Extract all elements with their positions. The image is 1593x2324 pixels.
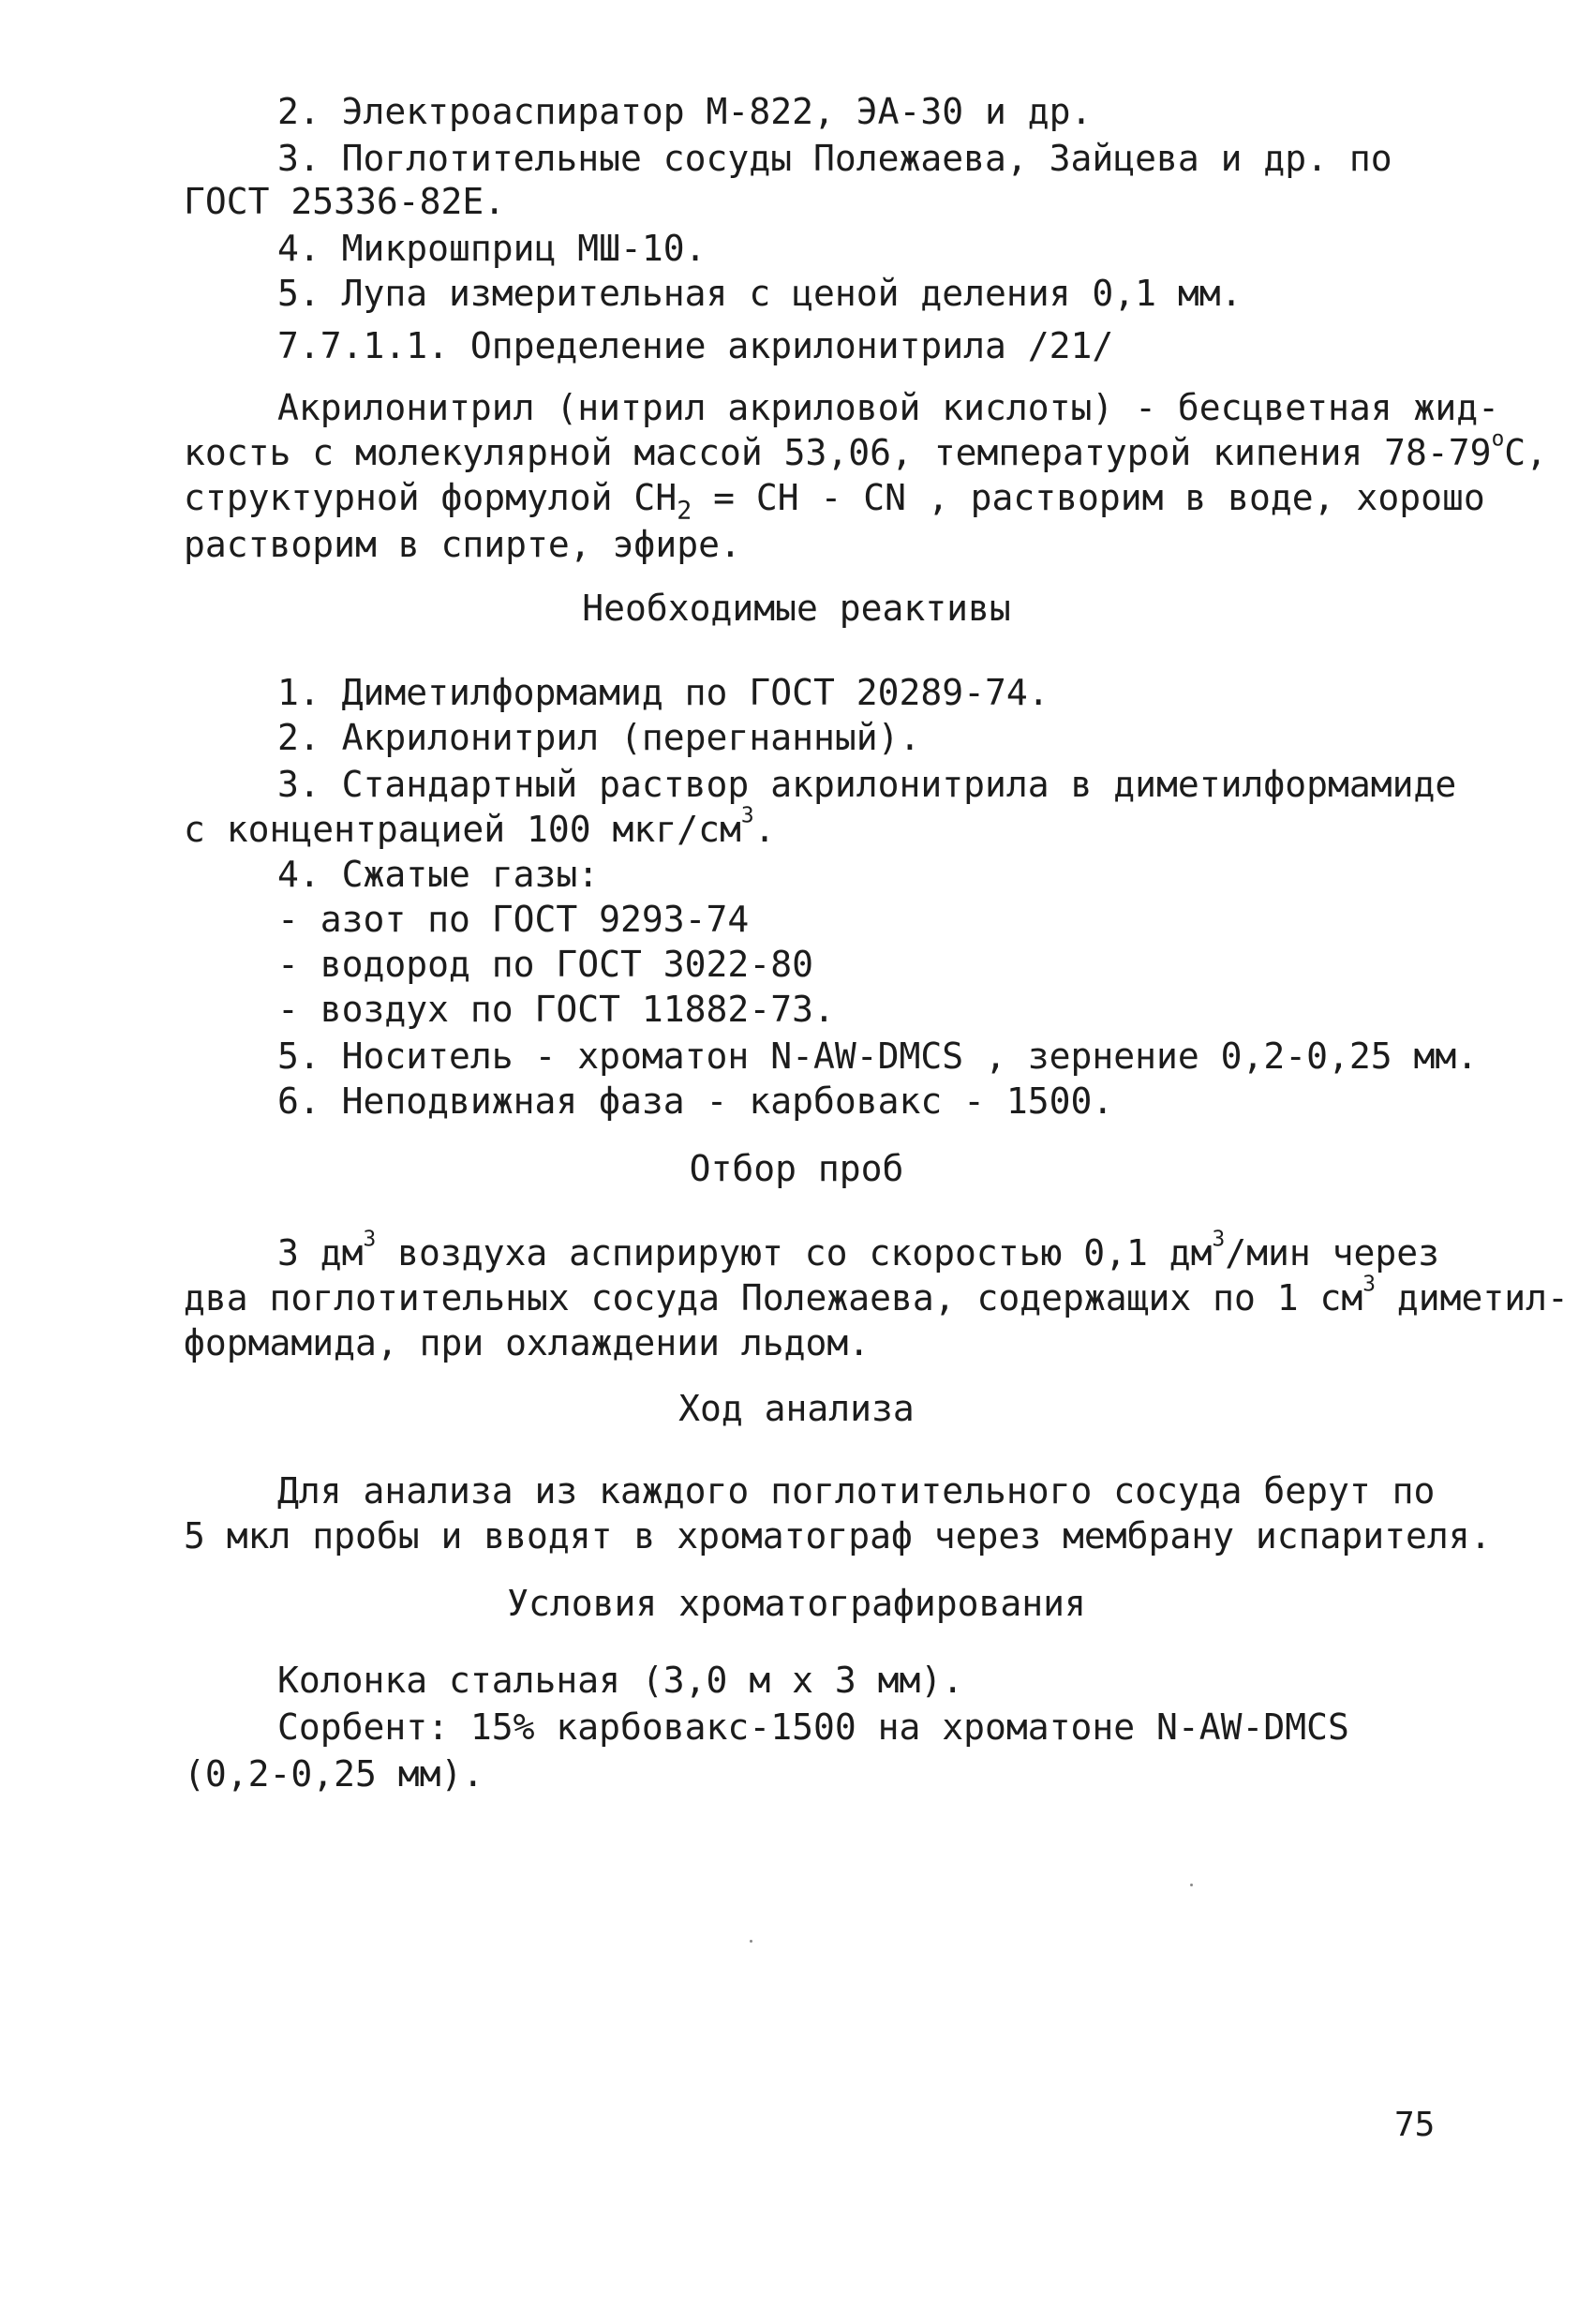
reagent-item-5: 5. Носитель - хроматон N-AW-DMCS , зернение 0,2-0,25 мм.: [277, 1035, 1479, 1077]
column-line: Колонка стальная (3,0 м х 3 мм).: [277, 1660, 964, 1701]
absorber-text: два поглотительных сосуда Полежаева, содержащих по 1 см: [184, 1277, 1363, 1318]
reagents-heading: Необходимые реактивы: [582, 588, 1011, 629]
section-heading: 7.7.1.1. Определение акрилонитрила /21/: [277, 325, 1114, 366]
equipment-item-3: 3. Поглотительные сосуды Полежаева, Зайцева и др. по: [277, 138, 1392, 179]
sampling-line-1: [277, 1227, 1440, 1274]
volume-text: 3 дм: [277, 1232, 364, 1274]
equipment-item-3-cont: ГОСТ 25336-82Е.: [184, 181, 506, 222]
equipment-item-5: 5. Лупа измерительная с ценой деления 0,1 мм.: [277, 273, 1243, 314]
gas-item-1: - азот по ГОСТ 9293-74: [277, 899, 750, 940]
intro-line-2: [184, 426, 1548, 473]
formula-subscript: 2: [677, 496, 692, 526]
intro-line-2-text: кость с молекулярной массой 53,06, температурой кипения 78-79: [184, 432, 1492, 473]
equipment-item-2: 2. Электроаспиратор М-822, ЭА-30 и др.: [277, 91, 1093, 132]
scan-speck: [750, 1940, 752, 1943]
absorber-end: диметил-: [1376, 1277, 1569, 1318]
sorbent-line-cont: (0,2-0,25 мм).: [184, 1753, 484, 1795]
cube-exponent: 3: [1362, 1272, 1377, 1297]
analysis-heading: Ход анализа: [678, 1388, 915, 1429]
concentration-end: .: [753, 809, 776, 850]
gas-item-3: - воздух по ГОСТ 11882-73.: [277, 989, 835, 1030]
conditions-heading: Условия хроматографирования: [507, 1583, 1086, 1624]
reagent-item-6: 6. Неподвижная фаза - карбовакс - 1500.: [277, 1080, 1114, 1122]
intro-line-4: растворим в спирте, эфире.: [184, 524, 741, 565]
reagent-item-3: 3. Стандартный раствор акрилонитрила в диметилформамиде: [277, 764, 1457, 805]
formula-start: структурной формулой СН: [184, 477, 677, 518]
intro-line-3: [184, 477, 1485, 526]
page-number: 75: [1394, 2106, 1436, 2144]
concentration-text: с концентрацией 100 мкг/см: [184, 809, 741, 850]
formula-rest: = СН - СN , растворим в воде, хорошо: [692, 477, 1485, 518]
reagent-item-3-cont: [184, 803, 776, 850]
intro-line-2-unit: С,: [1504, 432, 1548, 473]
reagent-item-2: 2. Акрилонитрил (перегнанный).: [277, 717, 921, 758]
analysis-line-2: 5 мкл пробы и вводят в хроматограф через мембрану испарителя.: [184, 1515, 1492, 1557]
cube-exponent: 3: [740, 803, 754, 828]
rate-unit: /мин через: [1225, 1232, 1440, 1274]
sampling-line-2: [184, 1272, 1569, 1318]
intro-line-1: Акрилонитрил (нитрил акриловой кислоты) - бесцветная жид-: [277, 387, 1500, 428]
degree-sign: о: [1491, 426, 1505, 452]
gas-item-2: - водород по ГОСТ 3022-80: [277, 944, 813, 985]
reagent-item-4: 4. Сжатые газы:: [277, 854, 600, 895]
sampling-line-3: формамида, при охлаждении льдом.: [184, 1322, 871, 1363]
scan-speck: [1190, 1884, 1193, 1886]
cube-exponent: 3: [363, 1227, 377, 1252]
sampling-heading: Отбор проб: [689, 1148, 904, 1189]
analysis-line-1: Для анализа из каждого поглотительного сосуда берут по: [277, 1470, 1436, 1512]
equipment-item-4: 4. Микрошприц МШ-10.: [277, 228, 707, 269]
sorbent-line: Сорбент: 15% карбовакс-1500 на хроматоне N-AW-DMCS: [277, 1706, 1349, 1748]
reagent-item-1: 1. Диметилформамид по ГОСТ 20289-74.: [277, 672, 1050, 713]
cube-exponent: 3: [1212, 1227, 1226, 1252]
rate-text: воздуха аспирируют со скоростью 0,1 дм: [376, 1232, 1213, 1274]
